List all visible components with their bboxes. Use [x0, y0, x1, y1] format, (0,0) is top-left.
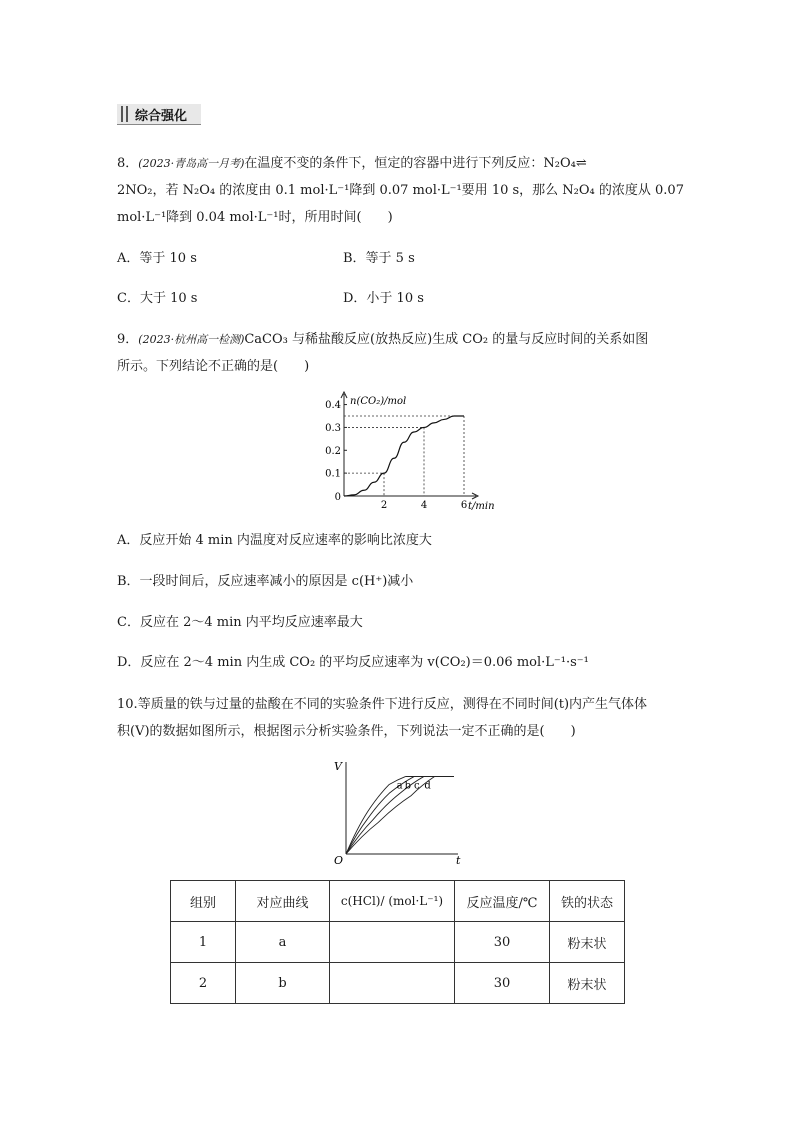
q9-option-c[interactable]: C．反应在 2～4 min 内平均反应速率最大: [117, 615, 363, 630]
x-axis-label: t: [456, 854, 461, 867]
x-tick-label: 6: [460, 500, 468, 511]
table-cell: 30: [455, 922, 550, 963]
table-row: [171, 963, 625, 1004]
series-line-c: [346, 777, 424, 854]
q8-option-b[interactable]: B．等于 5 s: [343, 251, 415, 266]
q10-number: 10.: [117, 697, 138, 712]
table-header-row: [171, 881, 625, 922]
table-cell: 1: [171, 922, 236, 963]
q9-text-1: CaCO₃ 与稀盐酸反应(放热反应)生成 CO₂ 的量与反应时间的关系如图: [244, 332, 649, 347]
table-cell: b: [236, 963, 330, 1004]
x-axis-label: t/min: [468, 501, 495, 512]
q8-option-c[interactable]: C．大于 10 s: [117, 291, 198, 306]
q10-line2: 积(V)的数据如图所示，根据图示分析实验条件，下列说法一定不正确的是( ): [117, 724, 576, 739]
q9-option-d[interactable]: D．反应在 2～4 min 内生成 CO₂ 的平均反应速率为 v(CO₂)＝0.06 mol·L⁻¹·s⁻¹: [117, 655, 589, 670]
origin-label: 0: [334, 492, 341, 503]
table-cell: [330, 922, 455, 963]
x-tick-label: 4: [420, 500, 428, 511]
q9-option-a[interactable]: A．反应开始 4 min 内温度对反应速率的影响比浓度大: [117, 533, 432, 548]
table-header-cell: 铁的状态: [550, 881, 625, 922]
series-label-b: b: [404, 780, 412, 792]
table-header-cell: 反应温度/℃: [455, 881, 550, 922]
q8-text-1: 在温度不变的条件下，恒定的容器中进行下列反应：N₂O₄⇌: [244, 156, 587, 171]
x-tick-label: 2: [380, 500, 388, 511]
table-cell: [330, 963, 455, 1004]
origin-label: O: [334, 854, 344, 867]
section-title: 综合强化: [135, 109, 188, 124]
table-cell: 粉末状: [550, 922, 625, 963]
table-header-cell: c(HCl)/ (mol·L⁻¹): [330, 881, 455, 922]
table-row: [171, 922, 625, 963]
series-line-co2: [344, 416, 464, 496]
q8-option-d[interactable]: D．小于 10 s: [343, 291, 424, 306]
series-line-d: [346, 777, 435, 854]
header-bar-decoration: [121, 106, 123, 122]
y-tick-label: 0.3: [325, 422, 341, 434]
q8-line1: [117, 156, 587, 172]
q9-line2: 所示。下列结论不正确的是( ): [117, 359, 310, 374]
y-axis-label: V: [334, 760, 342, 773]
co2-chart: [320, 392, 495, 512]
series-label-c: c: [413, 780, 420, 792]
q8-option-a[interactable]: A．等于 10 s: [117, 251, 197, 266]
q10-line1: [117, 697, 647, 713]
table-cell: 2: [171, 963, 236, 1004]
section-header: [117, 104, 201, 125]
q9-source: (2023·杭州高一检测): [138, 333, 245, 346]
y-tick-label: 0.2: [325, 445, 341, 457]
q10-text-1: 等质量的铁与过量的盐酸在不同的实验条件下进行反应，测得在不同时间(t)内产生气体体: [137, 697, 648, 712]
y-tick-label: 0.1: [325, 468, 341, 480]
experiment-table: [170, 880, 625, 1004]
table-header-cell: 对应曲线: [236, 881, 330, 922]
q9-number: 9．: [117, 332, 139, 347]
series-label-a: a: [396, 780, 403, 792]
table-cell: a: [236, 922, 330, 963]
y-tick-label: 0.4: [325, 400, 341, 412]
table-cell: 粉末状: [550, 963, 625, 1004]
q8-line3: mol·L⁻¹降到 0.04 mol·L⁻¹时，所用时间( ): [117, 210, 393, 225]
q9-option-b[interactable]: B．一段时间后，反应速率减小的原因是 c(H⁺)减小: [117, 574, 414, 589]
series-label-d: d: [424, 780, 431, 792]
q9-line1: [117, 332, 648, 348]
q8-number: 8．: [117, 156, 139, 171]
table-cell: 30: [455, 963, 550, 1004]
gas-volume-chart: [332, 758, 462, 866]
q8-source: (2023·青岛高一月考): [138, 157, 245, 170]
q8-line2: 2NO₂，若 N₂O₄ 的浓度由 0.1 mol·L⁻¹降到 0.07 mol·L⁻¹要用 10 s，那么 N₂O₄ 的浓度从 0.07: [117, 183, 684, 198]
y-axis-label: n(CO₂)/mol: [350, 396, 407, 407]
table-header-cell: 组别: [171, 881, 236, 922]
header-bar-decoration: [126, 106, 128, 122]
